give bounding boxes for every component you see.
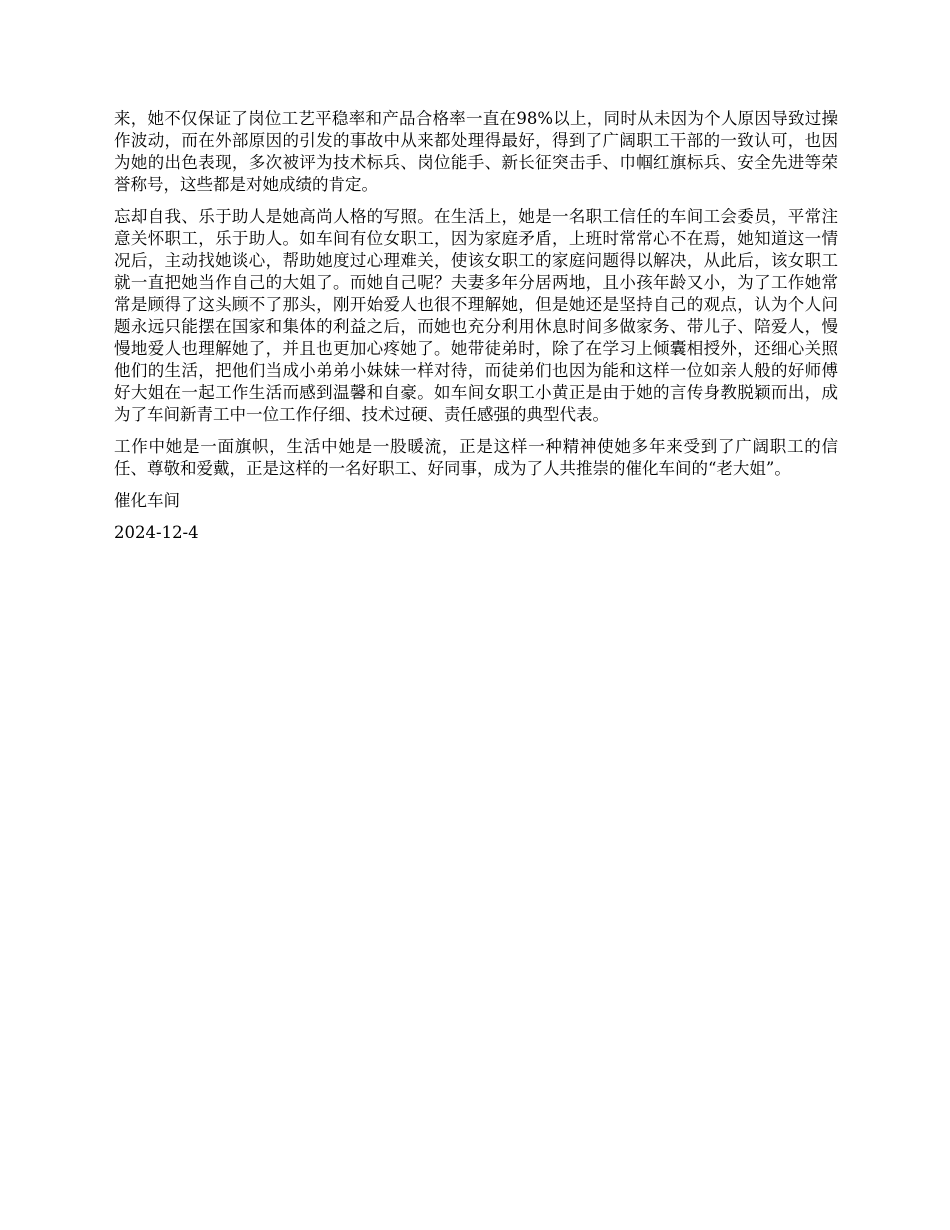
- signature-date: 2024-12-4: [114, 523, 199, 542]
- document-page: [114, 108, 838, 554]
- signature-department: 催化车间: [114, 491, 180, 510]
- paragraph-helping-others: 忘却自我、乐于助人是她高尚人格的写照。在生活上，她是一名职工信任的车间工会委员，平常注意关怀职工，乐于助人。如车间有位女职工，因为家庭矛盾，上班时常常心不在焉，她知道这一情况后，主动找她谈心，帮助她度过心理难关，使该女职工的家庭问题得以解决，从此后，该女职工就一直把她当作自己的大姐了。而她自己呢？夫妻多年分居两地，且小孩年龄又小，为了工作她常常是顾得了这头顾不了那头，刚开始爱人也很不理解她，但是她还是坚持自己的观点，认为个人问题永远只能摆在国家和集体的利益之后，而她也充分利用休息时间多做家务、带儿子、陪爱人，慢慢地爱人也理解她了，并且也更加心疼她了。她带徒弟时，除了在学习上倾囊相授外，还细心关照他们的生活，把他们当成小弟弟小妹妹一样对待，而徒弟们也因为能和这样一位如亲人般的好师傅好大姐在一起工作生活而感到温馨和自豪。如车间女职工小黄正是由于她的言传身教脱颖而出，成为了车间新青工中一位工作仔细、技术过硬、责任感强的典型代表。: [114, 207, 838, 424]
- paragraph-summary: 工作中她是一面旗帜，生活中她是一股暖流，正是这样一种精神使她多年来受到了广阔职工的信任、尊敬和爱戴，正是这样的一名好职工、好同事，成为了人共推崇的催化车间的“老大姐”。: [114, 437, 838, 478]
- paragraph-achievements: 来，她不仅保证了岗位工艺平稳率和产品合格率一直在98%以上，同时从未因为个人原因导致过操作波动，而在外部原因的引发的事故中从来都处理得最好，得到了广阔职工干部的一致认可，也因为她的出色表现，多次被评为技术标兵、岗位能手、新长征突击手、巾帼红旗标兵、安全先进等荣誉称号，这些都是对她成绩的肯定。: [114, 109, 838, 194]
